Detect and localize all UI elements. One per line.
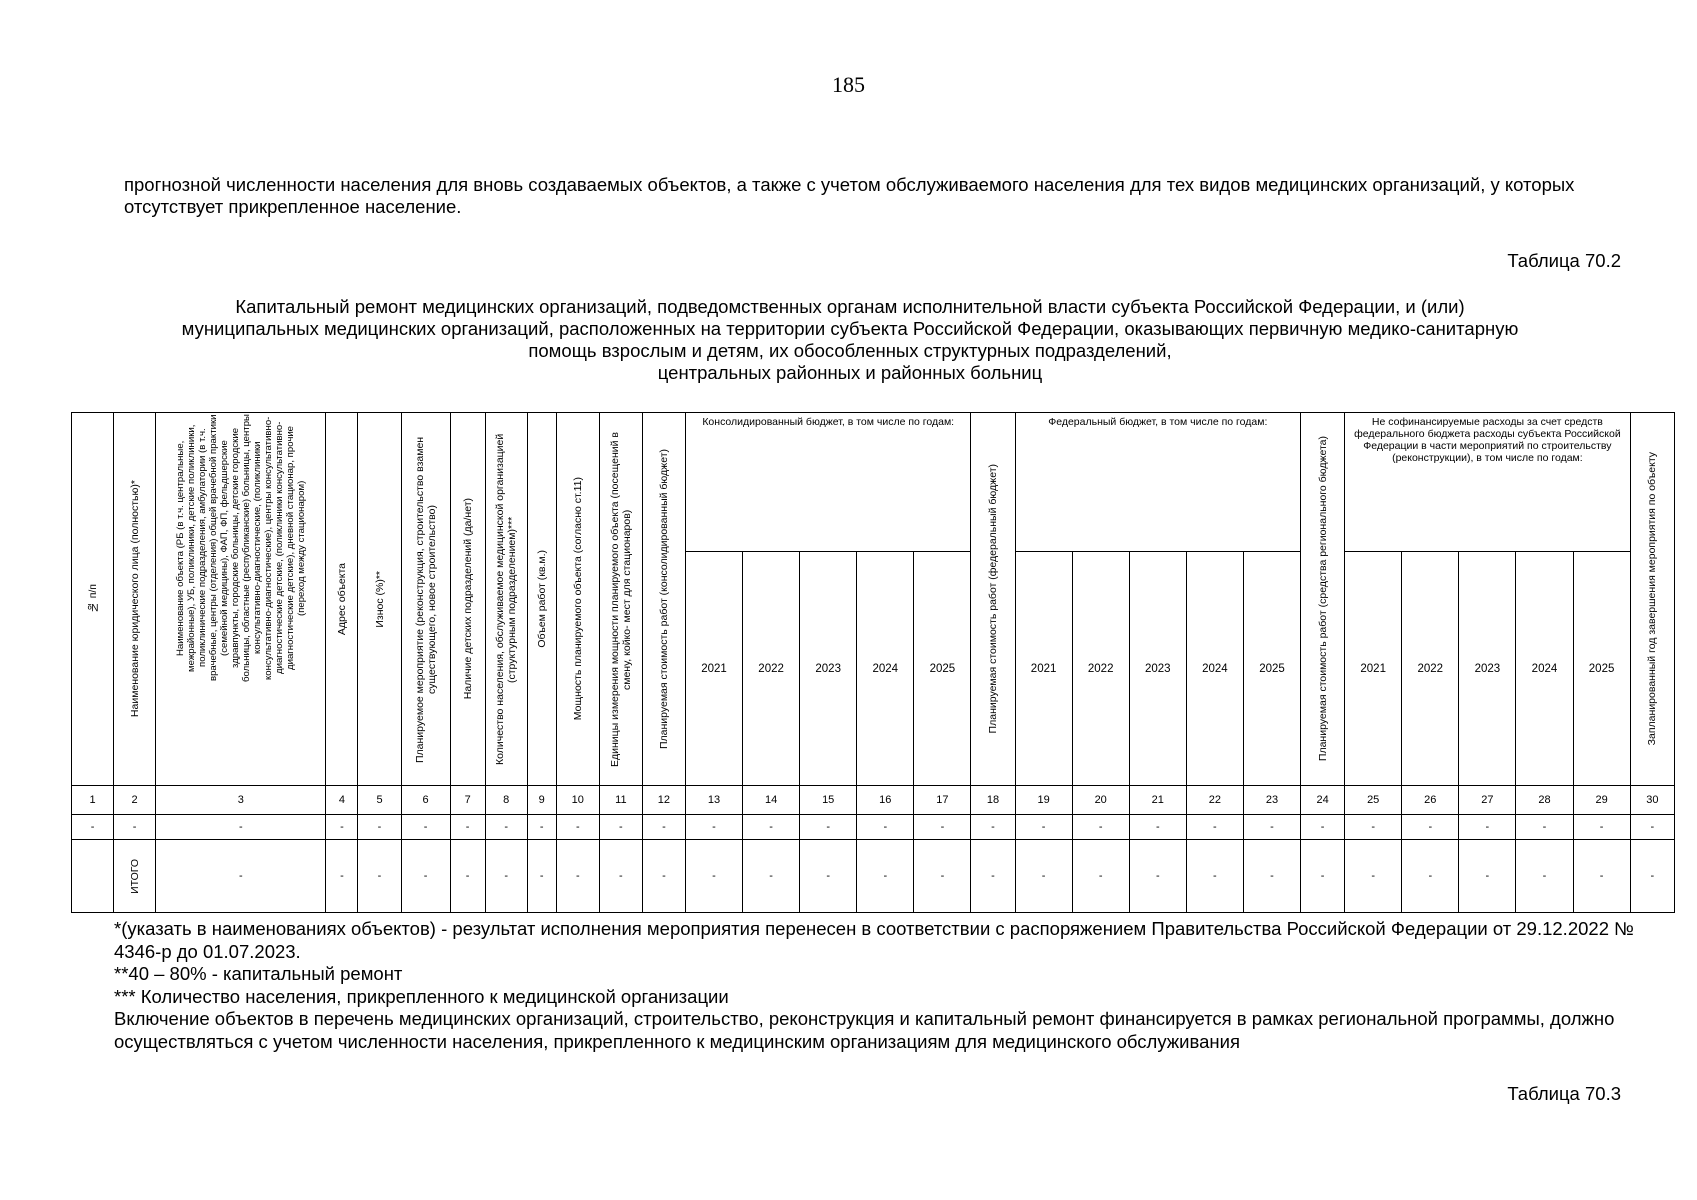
table-cell: - xyxy=(800,815,857,840)
table-cell: - xyxy=(1015,840,1072,913)
header-cell xyxy=(971,413,1015,786)
header-text: Наличие детских подразделений (да/нет) xyxy=(461,498,474,700)
column-number: 23 xyxy=(1243,786,1300,815)
column-number: 17 xyxy=(914,786,971,815)
year-header: 2021 xyxy=(1345,552,1402,786)
column-number: 25 xyxy=(1345,786,1402,815)
table-cell: - xyxy=(1516,840,1573,913)
table-cell xyxy=(72,840,114,913)
table-cell: - xyxy=(450,815,485,840)
column-number: 18 xyxy=(971,786,1015,815)
column-number: 3 xyxy=(156,786,326,815)
table-cell: - xyxy=(527,815,556,840)
year-header: 2025 xyxy=(1243,552,1300,786)
table-cell: - xyxy=(857,815,914,840)
header-cell xyxy=(72,413,114,786)
table-cell: - xyxy=(971,815,1015,840)
table-cell: - xyxy=(485,815,527,840)
header-text: Мощность планируемого объекта (согласно ст.11) xyxy=(571,477,584,721)
header-text: Наименование объекта (РБ (в т.ч. центральные, межрайонные), УБ, поликлиники, детские поликлиники, поликлинические подразделения, амбулатории (в т.ч. врачебные, центры (отделения) общей врачебной практики (семейной медицины), ФАП, ФП, фельдшерские здравпункты, городские больницы, детские городские больницы, областные (республиканские) больницы, центры консультативно-диагностические, (поликлиники консультативно-диагностические), центры консультативно-диагностические детские, (поликлиники консультативно-диагностические детские), дневной стационар, прочие (переход между стационаром) xyxy=(174,414,307,682)
table-cell: - xyxy=(1459,840,1516,913)
table-cell: - xyxy=(156,840,326,913)
table-cell: - xyxy=(358,840,401,913)
header-cell xyxy=(599,413,642,786)
table-cell: - xyxy=(599,840,642,913)
column-number: 12 xyxy=(642,786,685,815)
total-label: ИТОГО xyxy=(128,858,141,894)
footnote: *(указать в наименованиях объектов) - результат исполнения мероприятия перенесен в соответствии с распоряжением Правительства Российской Федерации от 29.12.2022 № 4346-р до 01.07.2023. xyxy=(114,918,1634,962)
footnotes xyxy=(114,918,1634,1053)
table-cell: - xyxy=(1459,815,1516,840)
column-number: 11 xyxy=(599,786,642,815)
table-cell: - xyxy=(971,840,1015,913)
year-header: 2023 xyxy=(800,552,857,786)
column-number: 14 xyxy=(743,786,800,815)
year-header: 2022 xyxy=(743,552,800,786)
table-cell: - xyxy=(914,840,971,913)
header-cell xyxy=(642,413,685,786)
table-cell: - xyxy=(743,815,800,840)
year-header: 2024 xyxy=(1516,552,1573,786)
table-cell: - xyxy=(685,815,742,840)
capital-repair-table xyxy=(71,412,1675,913)
table-cell: - xyxy=(1573,840,1630,913)
year-header: 2023 xyxy=(1129,552,1186,786)
table-cell: - xyxy=(1301,840,1345,913)
header-text: Износ (%)** xyxy=(373,570,386,628)
column-number: 21 xyxy=(1129,786,1186,815)
group-header-non-cofinanced: Не софинансируемые расходы за счет средств федерального бюджета расходы субъекта Российской Федерации в части мероприятий по строительству (реконструкции), в том числе по годам: xyxy=(1345,413,1631,552)
group-header-federal: Федеральный бюджет, в том числе по годам: xyxy=(1015,413,1301,552)
next-table-label: Таблица 70.3 xyxy=(1507,1083,1621,1104)
table-title-line: центральных районных и районных больниц xyxy=(657,362,1043,383)
table-cell: - xyxy=(114,815,156,840)
table-cell: - xyxy=(1345,840,1402,913)
table-cell: - xyxy=(1345,815,1402,840)
header-cell xyxy=(114,413,156,786)
table-cell: - xyxy=(556,815,599,840)
year-header: 2022 xyxy=(1402,552,1459,786)
table-cell: - xyxy=(556,840,599,913)
table-cell: - xyxy=(1072,840,1129,913)
header-text: Запланированный год завершения мероприятия по объекту xyxy=(1646,452,1659,746)
table-row xyxy=(72,815,1675,840)
table-cell: - xyxy=(1516,815,1573,840)
table-cell: - xyxy=(527,840,556,913)
table-cell: - xyxy=(914,815,971,840)
header-text: Объем работ (кв.м.) xyxy=(535,550,548,648)
column-number: 28 xyxy=(1516,786,1573,815)
table-cell: - xyxy=(1243,815,1300,840)
table-label: Таблица 70.2 xyxy=(1507,250,1621,271)
table-title-line: Капитальный ремонт медицинских организаций, подведомственных органам исполнительной власти субъекта Российской Федерации, и (или) xyxy=(235,296,1465,317)
table-cell: - xyxy=(685,840,742,913)
group-header-consolidated: Консолидированный бюджет, в том числе по годам: xyxy=(685,413,971,552)
table-cell: - xyxy=(1186,840,1243,913)
column-number: 20 xyxy=(1072,786,1129,815)
year-header: 2024 xyxy=(1186,552,1243,786)
table-cell: - xyxy=(1573,815,1630,840)
table-cell: - xyxy=(358,815,401,840)
header-cell xyxy=(1630,413,1674,786)
table-cell: - xyxy=(1015,815,1072,840)
table-cell: - xyxy=(485,840,527,913)
footnote: *** Количество населения, прикрепленного к медицинской организации xyxy=(114,985,729,1007)
table-cell: - xyxy=(1129,840,1186,913)
column-number-row xyxy=(72,786,1675,815)
header-cell xyxy=(326,413,358,786)
table-cell: - xyxy=(156,815,326,840)
header-cell xyxy=(556,413,599,786)
table-cell: - xyxy=(642,815,685,840)
table-cell: - xyxy=(1630,815,1674,840)
page-number: 185 xyxy=(832,72,865,97)
table-cell: - xyxy=(857,840,914,913)
year-header: 2021 xyxy=(1015,552,1072,786)
table-cell: - xyxy=(326,815,358,840)
column-number: 5 xyxy=(358,786,401,815)
table-cell: - xyxy=(599,815,642,840)
table-cell: - xyxy=(401,840,450,913)
column-number: 4 xyxy=(326,786,358,815)
table-cell: - xyxy=(800,840,857,913)
year-header: 2025 xyxy=(914,552,971,786)
header-text: Количество населения, обслуживаемое медицинской организацией (структурным подразделением)*** xyxy=(494,433,519,765)
year-header: 2023 xyxy=(1459,552,1516,786)
header-cell xyxy=(450,413,485,786)
column-number: 29 xyxy=(1573,786,1630,815)
table-cell: - xyxy=(1129,815,1186,840)
column-number: 16 xyxy=(857,786,914,815)
footnote: Включение объектов в перечень медицинских организаций, строительство, реконструкция и капитальный ремонт финансируется в рамках региональной программы, должно осуществляться с учетом численности населения, прикрепленного к медицинским организациям для медицинского обслуживания xyxy=(114,1008,1615,1052)
table-cell: - xyxy=(1402,815,1459,840)
header-cell xyxy=(156,413,326,786)
header-text: Планируемая стоимость работ (средства регионального бюджета) xyxy=(1316,436,1329,762)
column-number: 22 xyxy=(1186,786,1243,815)
table-cell: - xyxy=(1630,840,1674,913)
header-text: Планируемое мероприятие (реконструкция, строительство взамен существующего, новое строительство) xyxy=(413,435,438,763)
header-text: № п/п xyxy=(86,584,99,614)
table-title xyxy=(100,296,1600,384)
header-text: Планируемая стоимость работ (федеральный бюджет) xyxy=(987,464,1000,734)
header-text: Планируемая стоимость работ (консолидированный бюджет) xyxy=(657,448,670,750)
table-title-line: муниципальных медицинских организаций, расположенных на территории субъекта Российской Федерации, оказывающих первичную медико-санитарную xyxy=(181,318,1519,339)
column-number: 9 xyxy=(527,786,556,815)
column-number: 13 xyxy=(685,786,742,815)
column-number: 7 xyxy=(450,786,485,815)
table-cell: - xyxy=(450,840,485,913)
total-label-cell xyxy=(114,840,156,913)
header-text: Наименование юридического лица (полностью)* xyxy=(128,480,141,718)
column-number: 26 xyxy=(1402,786,1459,815)
table-cell: - xyxy=(642,840,685,913)
column-number: 30 xyxy=(1630,786,1674,815)
year-header: 2025 xyxy=(1573,552,1630,786)
total-row xyxy=(72,840,1675,913)
year-header: 2021 xyxy=(685,552,742,786)
column-number: 27 xyxy=(1459,786,1516,815)
table-cell: - xyxy=(401,815,450,840)
header-text: Адрес объекта xyxy=(335,562,348,636)
table-cell: - xyxy=(1186,815,1243,840)
table-cell: - xyxy=(1402,840,1459,913)
intro-paragraph: прогнозной численности населения для вновь создаваемых объектов, а также с учетом обслуживаемого населения для тех видов медицинских организаций, у которых отсутствует прикрепленное население. xyxy=(124,174,1575,217)
column-number: 1 xyxy=(72,786,114,815)
column-number: 24 xyxy=(1301,786,1345,815)
column-number: 15 xyxy=(800,786,857,815)
table-cell: - xyxy=(743,840,800,913)
table-cell: - xyxy=(326,840,358,913)
header-cell xyxy=(1301,413,1345,786)
header-cell xyxy=(358,413,401,786)
header-cell xyxy=(485,413,527,786)
header-cell xyxy=(401,413,450,786)
footnote: **40 – 80% - капитальный ремонт xyxy=(114,963,403,984)
column-number: 19 xyxy=(1015,786,1072,815)
table-cell: - xyxy=(72,815,114,840)
column-number: 6 xyxy=(401,786,450,815)
year-header: 2022 xyxy=(1072,552,1129,786)
header-text: Единицы измерения мощности планируемого объекта (посещений в смену, койко- мест для стационаров) xyxy=(608,431,633,767)
column-number: 8 xyxy=(485,786,527,815)
column-number: 2 xyxy=(114,786,156,815)
year-header: 2024 xyxy=(857,552,914,786)
header-cell xyxy=(527,413,556,786)
table-cell: - xyxy=(1243,840,1300,913)
table-cell: - xyxy=(1301,815,1345,840)
table-title-line: помощь взрослым и детям, их обособленных структурных подразделений, xyxy=(528,340,1172,361)
column-number: 10 xyxy=(556,786,599,815)
table-cell: - xyxy=(1072,815,1129,840)
